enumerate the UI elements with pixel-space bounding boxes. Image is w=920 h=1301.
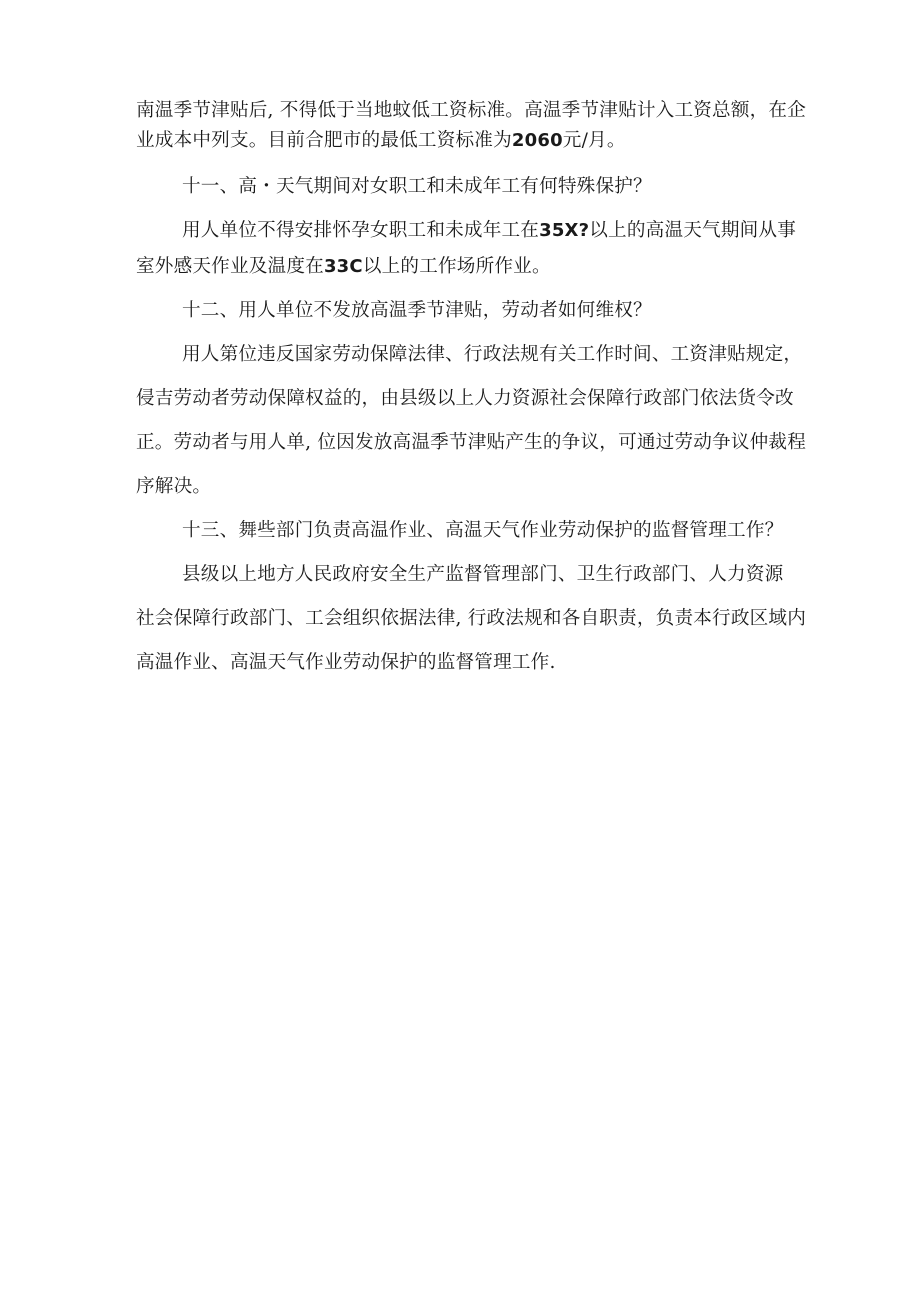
text-line	[136, 96, 807, 126]
paragraph-allowance-continuation	[136, 96, 807, 156]
temperature-value: 33C	[323, 256, 363, 277]
text-line	[136, 216, 796, 246]
question-13	[136, 516, 788, 546]
minimum-wage-value: 2060	[511, 130, 563, 151]
document-page	[136, 96, 807, 678]
text-line	[136, 472, 788, 502]
text-run: 高温作业、高温天气作业劳动保护的监督管理工作.	[136, 652, 556, 673]
text-line	[136, 648, 788, 678]
text-run: 用人第位违反国家劳动保障法律、行政法规有关工作时间、工资津贴规定，	[182, 344, 803, 365]
question-heading: 十三、舞些部门负责高温作业、高温天气作业劳动保护的监督管理工作？	[182, 520, 784, 541]
answer-12	[136, 340, 807, 502]
question-12	[136, 296, 788, 326]
text-run: 社会保障行政部门、工会组织依据法律, 行政法规和各自职责，负责本行政区域内	[136, 608, 807, 629]
question-heading: 十一、高・天气期间对女职工和未成年工有何特殊保护？	[182, 176, 652, 197]
text-line	[136, 560, 788, 590]
answer-13	[136, 560, 807, 678]
text-run: 业成本中列支。目前合肥市的最低工资标准为	[136, 130, 512, 151]
answer-11	[136, 216, 796, 282]
text-run: 序解决。	[136, 476, 212, 497]
text-line	[136, 340, 803, 370]
question-heading: 十二、用人单位不发放高温季节津贴，劳动者如何维权？	[182, 300, 652, 321]
text-line	[136, 126, 788, 156]
text-line	[136, 252, 788, 282]
text-run: 室外感天作业及温度在	[136, 256, 324, 277]
text-run: 南温季节津贴后, 不得低于当地蚊低工资标准。高温季节津贴计入工资总额，在企	[136, 100, 807, 121]
text-run: 侵吉劳动者劳动保障权益的，由县级以上人力资源社会保障行政部门依法货令改	[136, 388, 794, 409]
temperature-value: 35X?	[539, 220, 590, 241]
text-line	[136, 172, 788, 202]
text-run: 以上的高温天气期间从事	[589, 220, 796, 241]
text-run: 以上的工作场所作业。	[362, 256, 551, 277]
text-line	[136, 428, 807, 458]
text-line	[136, 384, 794, 414]
text-line	[136, 296, 788, 326]
text-run: 县级以上地方人民政府安全生产监督管理部门、卫生行政部门、人力资源	[182, 564, 784, 585]
text-run: 正。劳动者与用人单, 位因发放高温季节津贴产生的争议，可通过劳动争议仲裁程	[136, 432, 807, 453]
text-run: 元/月。	[562, 130, 626, 151]
text-run: 用人单位不得安排怀孕女职工和未成年工在	[182, 220, 540, 241]
text-line	[136, 516, 788, 546]
text-line	[136, 604, 807, 634]
question-11	[136, 172, 788, 202]
